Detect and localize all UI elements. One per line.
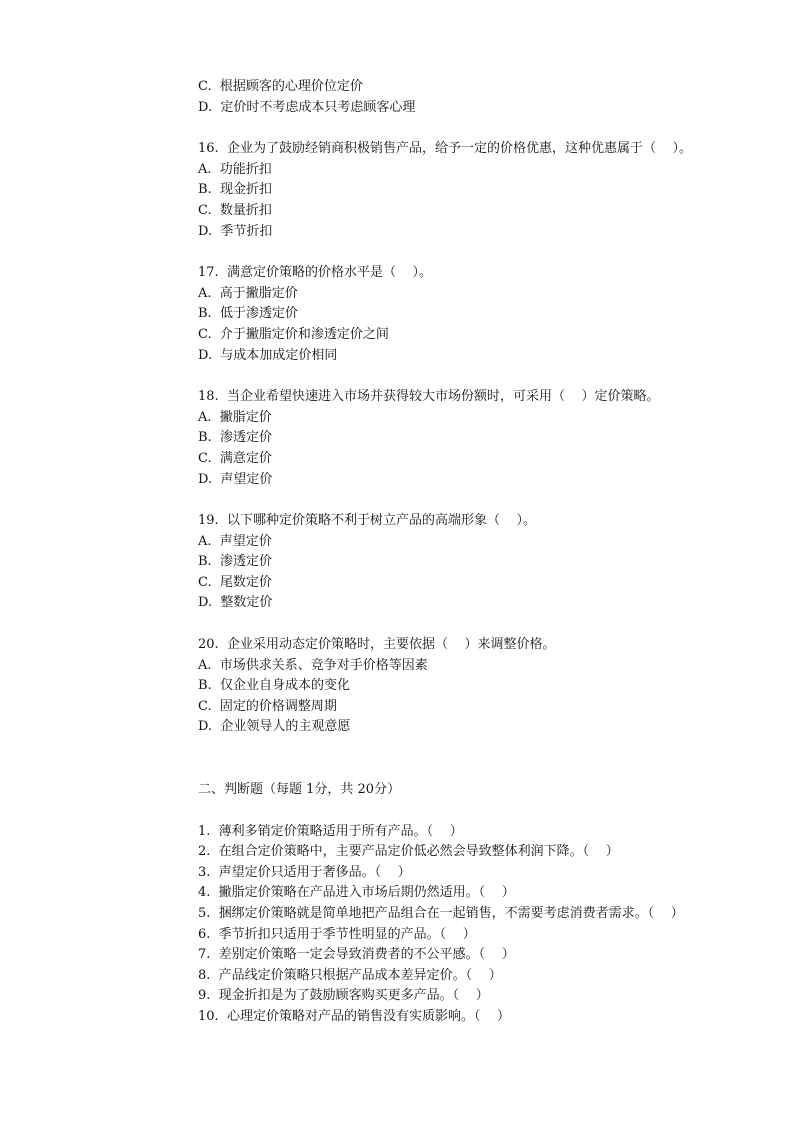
question-stem: 20. 企业采用动态定价策略时，主要依据（ ）来调整价格。 bbox=[198, 637, 556, 653]
list-item: 2. 在组合定价策略中，主要产品定价低必然会导致整体利润下降。（ ） bbox=[198, 844, 619, 860]
question-17 bbox=[198, 263, 758, 366]
list-item: 9. 现金折扣是为了鼓励顾客购买更多产品。（ ） bbox=[198, 988, 489, 1004]
true-false-list bbox=[198, 822, 758, 1028]
list-item: 6. 季节折扣只适用于季节性明显的产品。（ ） bbox=[198, 926, 476, 942]
option-a: A. 高于撇脂定价 bbox=[198, 285, 298, 301]
option-c: C. 固定的价格调整周期 bbox=[198, 698, 337, 714]
question-19 bbox=[198, 511, 758, 614]
option-b: B. 渗透定价 bbox=[198, 554, 272, 570]
option-a: A. 撇脂定价 bbox=[198, 409, 272, 425]
question-stem: 16. 企业为了鼓励经销商积极销售产品，给予一定的价格优惠，这种优惠属于（ ）。 bbox=[198, 141, 692, 157]
list-item: 3. 声望定价只适用于奢侈品。（ ） bbox=[198, 864, 411, 880]
prev-question-options bbox=[198, 77, 758, 118]
option-c: C. 数量折扣 bbox=[198, 202, 272, 218]
list-item: 5. 捆绑定价策略就是简单地把产品组合在一起销售，不需要考虑消费者需求。（ ） bbox=[198, 906, 684, 921]
option-d: D. 企业领导人的主观意愿 bbox=[198, 719, 351, 735]
option-a: A. 市场供求关系、竞争对手价格等因素 bbox=[198, 657, 428, 673]
document-page bbox=[198, 77, 758, 1028]
question-20 bbox=[198, 635, 758, 738]
option-d: D. 与成本加成定价相同 bbox=[198, 347, 338, 363]
list-item: 7. 差别定价策略一定会导致消费者的不公平感。（ ） bbox=[198, 947, 515, 963]
option-b: B. 仅企业自身成本的变化 bbox=[198, 678, 350, 694]
question-stem: 17. 满意定价策略的价格水平是（ ）。 bbox=[198, 265, 432, 281]
option-c: C. 满意定价 bbox=[198, 450, 272, 466]
option-a: A. 功能折扣 bbox=[198, 161, 272, 177]
option-d: D. 声望定价 bbox=[198, 471, 273, 487]
option-d: D. 定价时不考虑成本只考虑顾客心理 bbox=[198, 99, 416, 115]
question-18 bbox=[198, 387, 758, 490]
option-d: D. 整数定价 bbox=[198, 595, 273, 611]
option-b: B. 渗透定价 bbox=[198, 430, 272, 446]
question-stem: 19. 以下哪种定价策略不利于树立产品的高端形象（ ）。 bbox=[198, 513, 536, 529]
option-c: C. 尾数定价 bbox=[198, 574, 272, 590]
question-16 bbox=[198, 139, 758, 242]
option-c: C. 介于撇脂定价和渗透定价之间 bbox=[198, 326, 389, 342]
option-d: D. 季节折扣 bbox=[198, 223, 273, 239]
option-c: C. 根据顾客的心理价位定价 bbox=[198, 79, 363, 94]
option-a: A. 声望定价 bbox=[198, 533, 272, 549]
section-title: 二、判断题（每题 1分，共 20分） bbox=[198, 782, 401, 798]
question-stem: 18. 当企业希望快速进入市场并获得较大市场份额时，可采用（ ）定价策略。 bbox=[198, 389, 660, 405]
option-b: B. 低于渗透定价 bbox=[198, 306, 298, 322]
list-item: 1. 薄利多销定价策略适用于所有产品。（ ） bbox=[198, 823, 463, 839]
list-item: 8. 产品线定价策略只根据产品成本差异定价。（ ） bbox=[198, 967, 502, 983]
option-b: B. 现金折扣 bbox=[198, 182, 272, 198]
list-item: 10. 心理定价策略对产品的销售没有实质影响。（ ） bbox=[198, 1008, 510, 1024]
list-item: 4. 撇脂定价策略在产品进入市场后期仍然适用。（ ） bbox=[198, 885, 515, 901]
